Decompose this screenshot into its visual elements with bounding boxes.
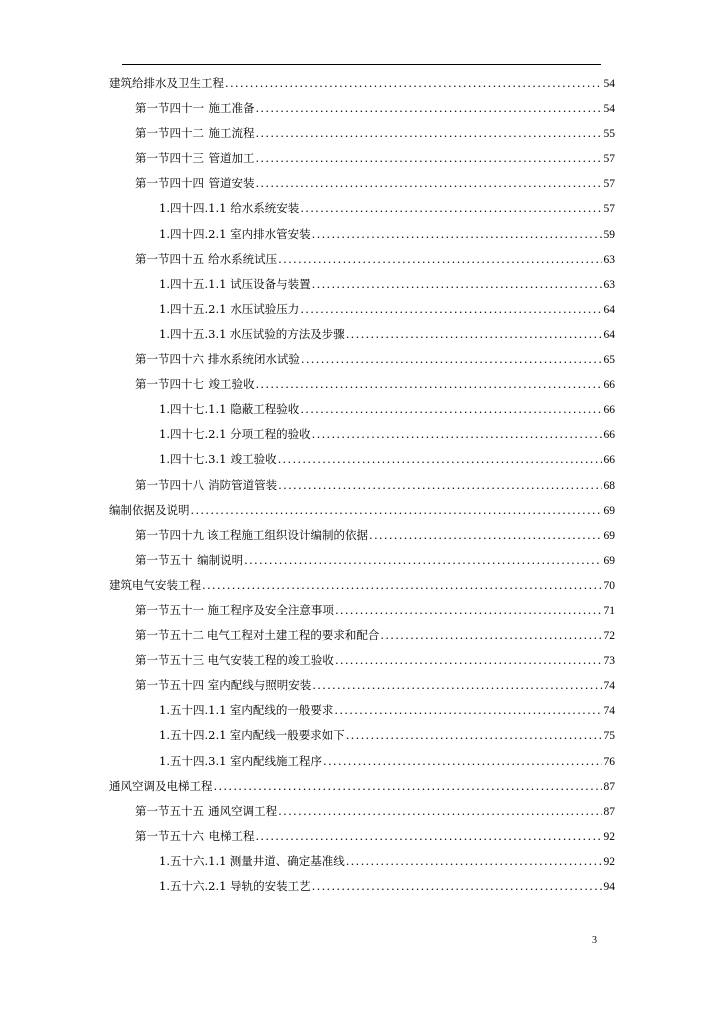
toc-entry-title: 电梯工程	[208, 828, 255, 843]
toc-entry-number: 1.五十四.3.1	[159, 753, 227, 768]
toc-entry-number: 第一节四十二	[135, 126, 204, 141]
toc-entry-title: 通风空调工程	[208, 803, 278, 818]
toc-entry-page: 92	[603, 830, 615, 843]
toc-entry[interactable]	[0, 226, 724, 251]
toc-entry[interactable]	[0, 376, 724, 401]
dot-leader	[278, 251, 602, 267]
toc-entry-title: 室内排水管安装	[230, 226, 311, 241]
toc-entry-title: 室内配线与照明安装	[207, 678, 312, 693]
toc-entry-page: 76	[603, 755, 615, 768]
toc-entry-title: 排水系统闭水试验	[207, 352, 300, 367]
dot-leader	[334, 702, 602, 718]
toc-entry-page: 71	[603, 604, 615, 617]
toc-entry-page: 64	[603, 328, 615, 341]
toc-entry-title: 隐蔽工程验收	[230, 402, 300, 417]
dot-leader	[346, 326, 602, 342]
dot-leader	[278, 451, 602, 467]
toc-entry-title: 试压设备与装置	[230, 276, 311, 291]
toc-entry-page: 69	[603, 529, 615, 542]
toc-entry-page: 55	[603, 128, 615, 141]
toc-entry[interactable]	[0, 803, 724, 828]
toc-entry[interactable]	[0, 276, 724, 301]
toc-entry-title: 施工流程	[208, 126, 255, 141]
toc-entry-number: 1.四十七.2.1	[159, 427, 227, 442]
toc-entry-number: 第一节四十七	[135, 377, 204, 392]
toc-entry-number: 1.四十七.1.1	[159, 402, 227, 417]
toc-entry-page: 64	[603, 303, 615, 316]
toc-entry-number: 1.四十五.1.1	[159, 276, 227, 291]
toc-entry-number: 1.五十四.1.1	[159, 703, 227, 718]
toc-entry-title: 水压试验压力	[230, 301, 300, 316]
dot-leader	[346, 727, 602, 743]
toc-entry[interactable]	[0, 451, 724, 476]
toc-entry-title: 管道安装	[208, 176, 255, 191]
toc-entry-page: 72	[603, 630, 615, 643]
dot-leader	[312, 226, 602, 242]
dot-leader	[335, 652, 602, 668]
toc-entry[interactable]	[0, 75, 724, 100]
toc-entry[interactable]	[0, 727, 724, 752]
toc-entry[interactable]	[0, 853, 724, 878]
toc-entry[interactable]	[0, 753, 724, 778]
toc-entry-page: 66	[603, 454, 615, 467]
toc-entry[interactable]	[0, 401, 724, 426]
toc-entry-title: 室内配线一般要求如下	[229, 728, 345, 743]
toc-entry-title: 该工程施工组织设计编制的依据	[207, 527, 368, 542]
toc-entry-title: 施工准备	[208, 101, 255, 116]
dot-leader	[255, 100, 602, 116]
toc-entry[interactable]	[0, 878, 724, 903]
toc-entry[interactable]	[0, 552, 724, 577]
toc-entry-title: 建筑给排水及卫生工程	[109, 76, 224, 90]
toc-entry-page: 94	[603, 881, 615, 893]
toc-entry[interactable]	[0, 150, 724, 175]
toc-entry-number: 第一节五十	[135, 552, 193, 567]
toc-entry[interactable]	[0, 251, 724, 276]
toc-entry-title: 导轨的安装工艺	[230, 879, 311, 893]
toc-entry-title: 分项工程的验收	[230, 427, 311, 442]
dot-leader	[312, 677, 602, 693]
toc-entry-number: 第一节五十一	[135, 602, 204, 617]
dot-leader	[255, 376, 602, 392]
toc-entry[interactable]	[0, 125, 724, 150]
toc-entry-title: 电气工程对土建工程的要求和配合	[206, 628, 380, 643]
toc-entry-title: 测量井道、确定基准线	[229, 853, 345, 868]
toc-entry-number: 第一节四十五	[135, 251, 204, 266]
toc-entry-page: 87	[603, 805, 615, 818]
dot-leader	[312, 426, 602, 442]
page-number: 3	[592, 935, 597, 946]
toc-entry-title: 竣工验收	[230, 452, 277, 467]
toc-entry-number: 第一节五十五	[135, 803, 204, 818]
toc-entry-number: 1.五十六.2.1	[159, 879, 227, 893]
table-of-contents	[0, 75, 724, 903]
toc-entry-title: 建筑电气安装工程	[109, 577, 201, 592]
dot-leader	[225, 75, 602, 91]
toc-entry-page: 73	[603, 655, 615, 668]
toc-entry[interactable]	[0, 200, 724, 225]
toc-entry[interactable]	[0, 502, 724, 527]
toc-entry-number: 1.五十四.2.1	[159, 728, 227, 743]
toc-entry-title: 水压试验的方法及步骤	[229, 326, 345, 341]
toc-entry[interactable]	[0, 602, 724, 627]
toc-entry[interactable]	[0, 828, 724, 853]
toc-entry-number: 1.四十五.2.1	[159, 301, 227, 316]
toc-entry-page: 87	[603, 780, 615, 793]
toc-entry-page: 57	[603, 153, 615, 166]
dot-leader	[312, 276, 602, 292]
dot-leader	[278, 803, 602, 819]
toc-entry-page: 57	[603, 178, 615, 191]
dot-leader	[369, 527, 602, 543]
toc-entry[interactable]	[0, 326, 724, 351]
dot-leader	[300, 200, 602, 216]
dot-leader	[255, 150, 602, 166]
toc-entry[interactable]	[0, 627, 724, 652]
toc-entry[interactable]	[0, 301, 724, 326]
toc-entry-number: 第一节五十三	[135, 653, 204, 668]
dot-leader	[300, 301, 602, 317]
dot-leader	[202, 577, 602, 593]
toc-entry-title: 电气安装工程的竣工验收	[207, 653, 334, 668]
toc-entry-title: 室内配线的一般要求	[229, 703, 334, 718]
toc-entry-number: 第一节四十一	[135, 101, 204, 116]
toc-entry-page: 70	[603, 579, 615, 592]
toc-entry[interactable]	[0, 527, 724, 552]
dot-leader	[255, 125, 602, 141]
dot-leader	[312, 878, 602, 894]
toc-entry-page: 54	[603, 103, 615, 116]
toc-entry-title: 编制说明	[197, 552, 244, 567]
toc-entry-number: 第一节四十九	[135, 527, 204, 542]
dot-leader	[278, 477, 602, 493]
toc-entry-number: 1.四十七.3.1	[159, 452, 227, 467]
toc-entry-page: 69	[603, 554, 615, 567]
toc-entry-page: 74	[603, 705, 615, 718]
toc-entry-number: 第一节四十三	[135, 151, 204, 166]
toc-entry-number: 第一节四十八	[135, 477, 204, 492]
dot-leader	[380, 627, 602, 643]
toc-entry[interactable]	[0, 477, 724, 502]
dot-leader	[191, 502, 603, 518]
toc-entry[interactable]	[0, 778, 724, 803]
toc-entry[interactable]	[0, 677, 724, 702]
toc-entry-title: 竣工验收	[208, 377, 255, 392]
toc-entry-page: 54	[603, 78, 615, 90]
toc-entry-number: 第一节五十二	[135, 628, 204, 643]
toc-entry-page: 66	[603, 379, 615, 392]
dot-leader	[301, 351, 602, 367]
toc-entry-page: 92	[603, 855, 615, 868]
dot-leader	[335, 602, 602, 618]
toc-entry-number: 1.四十四.1.1	[159, 201, 227, 216]
toc-entry-page: 68	[603, 479, 615, 492]
toc-entry-title: 通风空调及电梯工程	[109, 778, 213, 793]
dot-leader	[244, 552, 602, 568]
toc-entry-title: 管道加工	[208, 151, 255, 166]
dot-leader	[346, 853, 602, 869]
toc-entry-title: 消防管道管装	[208, 477, 278, 492]
toc-entry[interactable]	[0, 702, 724, 727]
toc-entry-page: 65	[603, 354, 615, 367]
dot-leader	[255, 828, 602, 844]
toc-entry-number: 1.五十六.1.1	[159, 853, 227, 868]
dot-leader	[323, 753, 602, 769]
dot-leader	[214, 778, 603, 794]
header-rule	[122, 64, 601, 65]
toc-entry-page: 69	[603, 504, 615, 517]
toc-entry-title: 编制依据及说明	[109, 502, 190, 517]
toc-entry-number: 第一节五十四	[135, 678, 204, 693]
toc-entry-number: 第一节四十四	[135, 176, 204, 191]
dot-leader	[255, 175, 602, 191]
toc-entry[interactable]	[0, 100, 724, 125]
toc-entry-page: 63	[603, 278, 615, 291]
toc-entry-title: 施工程序及安全注意事项	[207, 602, 334, 617]
toc-entry-page: 57	[603, 203, 615, 216]
toc-entry-page: 74	[603, 680, 615, 693]
toc-entry-title: 给水系统安装	[230, 201, 300, 216]
toc-entry-page: 75	[603, 730, 615, 743]
dot-leader	[300, 401, 602, 417]
toc-entry-number: 1.四十五.3.1	[159, 326, 227, 341]
toc-entry[interactable]	[0, 175, 724, 200]
toc-entry-number: 1.四十四.2.1	[159, 226, 227, 241]
toc-entry-title: 室内配线施工程序	[230, 753, 323, 768]
toc-entry-number: 第一节五十六	[135, 828, 204, 843]
toc-entry-page: 59	[603, 228, 615, 241]
toc-entry-page: 66	[603, 429, 615, 442]
toc-entry-page: 63	[603, 253, 615, 266]
toc-entry[interactable]	[0, 351, 724, 376]
toc-entry-number: 第一节四十六	[135, 352, 204, 367]
toc-entry[interactable]	[0, 652, 724, 677]
toc-entry[interactable]	[0, 426, 724, 451]
toc-entry[interactable]	[0, 577, 724, 602]
toc-entry-page: 66	[603, 404, 615, 417]
toc-entry-title: 给水系统试压	[208, 251, 278, 266]
